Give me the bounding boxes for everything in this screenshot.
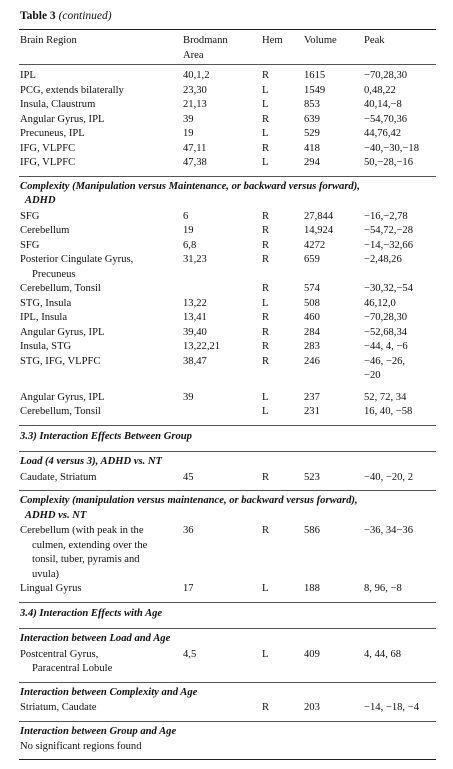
cell-peak: −70,28,30: [364, 312, 408, 323]
cell-hem: L: [262, 406, 269, 417]
cell-hem: R: [262, 702, 270, 713]
cell-peak: 8, 96, −8: [364, 583, 402, 594]
cell-peak: −40,−30,−18: [364, 142, 420, 154]
cell-region: Insula, Claustrum: [20, 99, 96, 110]
cell-volume: 529: [304, 128, 320, 139]
col-header-brodmann-2: Area: [183, 49, 204, 61]
cell-region-cont: culmen, extending over the: [32, 539, 148, 551]
cell-region: Cerebellum: [20, 225, 70, 236]
cell-peak-cont: −20: [364, 370, 381, 381]
cell-brodmann: 40,1,2: [183, 70, 210, 81]
section-rule: [19, 490, 436, 491]
cell-volume: 586: [304, 525, 320, 536]
cell-hem: R: [262, 70, 270, 81]
cell-hem: R: [262, 471, 270, 483]
cell-brodmann: 47,11: [183, 142, 207, 154]
cell-brodmann: 13,41: [183, 312, 207, 323]
cell-region-cont: uvula): [32, 568, 60, 580]
bottom-rule: [19, 759, 436, 760]
cell-region: IFG, VLPFC: [20, 157, 76, 168]
cell-region-cont: Paracentral Lobule: [32, 663, 113, 674]
cell-peak: 40,14,−8: [364, 99, 402, 110]
cell-region: Cerebellum, Tonsil: [20, 406, 101, 417]
cell-brodmann: 47,38: [183, 157, 207, 168]
cell-region: IFG, VLPFC: [20, 142, 76, 154]
cell-brodmann: 19: [183, 128, 194, 139]
cell-volume: 409: [304, 648, 320, 660]
cell-volume: 231: [304, 406, 320, 417]
cell-volume: 14,924: [304, 225, 334, 236]
section-rule: [19, 628, 436, 629]
cell-region: Lingual Gyrus: [20, 583, 82, 594]
cell-hem: R: [262, 254, 270, 265]
cell-brodmann: 13,22,21: [183, 341, 221, 352]
subsection-heading: Interaction between Group and Age: [20, 725, 177, 737]
subsection-heading: Interaction between Load and Age: [20, 633, 171, 644]
cell-hem: R: [262, 225, 270, 236]
cell-volume: 460: [304, 312, 320, 323]
cell-region: Postcentral Gyrus,: [20, 648, 99, 660]
cell-volume: 639: [304, 113, 320, 125]
cell-brodmann: 4,5: [183, 648, 197, 660]
section-rule: [19, 682, 436, 683]
cell-region: IPL, Insula: [20, 312, 68, 323]
cell-region: Angular Gyrus, IPL: [20, 326, 105, 338]
cell-brodmann: 23,30: [183, 84, 207, 96]
cell-region: Posterior Cingulate Gyrus,: [20, 254, 134, 265]
cell-brodmann: 38,47: [183, 355, 207, 367]
section-rule: [19, 602, 436, 603]
cell-peak: 50,−28,−16: [364, 157, 414, 168]
cell-peak: −16,−2,78: [364, 210, 408, 222]
col-header-region: Brain Region: [20, 35, 77, 46]
cell-hem: L: [262, 583, 269, 594]
cell-brodmann: 39: [183, 391, 194, 403]
cell-peak: −30,32,−54: [364, 283, 414, 294]
cell-hem: L: [262, 297, 269, 309]
cell-peak: −46, −26,: [364, 355, 406, 367]
cell-hem: L: [262, 99, 269, 110]
col-header-peak: Peak: [364, 35, 385, 46]
section-rule: [19, 425, 436, 426]
cell-region: Striatum, Caudate: [20, 702, 97, 713]
cell-hem: R: [262, 283, 270, 294]
cell-peak: 16, 40, −58: [364, 406, 413, 417]
cell-peak: −44, 4, −6: [364, 341, 408, 352]
subsection-heading: Complexity (manipulation versus maintenance, or backward versus forward),: [20, 495, 358, 506]
cell-volume: 294: [304, 157, 320, 168]
cell-peak: −2,48,26: [364, 254, 402, 265]
cell-region: STG, Insula: [20, 297, 72, 309]
cell-region: STG, IFG, VLPFC: [20, 355, 101, 367]
cell-volume: 188: [304, 583, 320, 594]
cell-volume: 574: [304, 283, 320, 294]
section-rule: [19, 451, 436, 452]
section-rule: [19, 721, 436, 722]
cell-peak: −14,−32,66: [364, 239, 414, 251]
cell-volume: 283: [304, 341, 320, 352]
cell-peak: −14, −18, −4: [364, 702, 420, 713]
cell-volume: 203: [304, 702, 320, 713]
cell-region-cont: Precuneus: [32, 268, 76, 280]
cell-volume: 237: [304, 391, 320, 403]
section-rule: [19, 176, 436, 177]
cell-volume: 418: [304, 142, 320, 154]
cell-hem: L: [262, 391, 269, 403]
cell-hem: R: [262, 355, 270, 367]
cell-peak: 0,48,22: [364, 84, 396, 96]
cell-region: SFG: [20, 239, 40, 251]
cell-volume: 27,844: [304, 210, 334, 222]
cell-region: Precuneus, IPL: [20, 128, 85, 139]
cell-region: Cerebellum, Tonsil: [20, 283, 101, 294]
cell-hem: R: [262, 341, 270, 352]
subsection-heading: Complexity (Manipulation versus Maintenance, or backward versus forward),: [20, 180, 360, 192]
cell-peak: −54,70,36: [364, 113, 408, 125]
cell-peak: −36, 34−36: [364, 525, 414, 536]
cell-hem: R: [262, 239, 270, 251]
cell-hem: R: [262, 210, 270, 222]
cell-brodmann: 21,13: [183, 99, 207, 110]
cell-hem: R: [262, 142, 270, 154]
cell-region: SFG: [20, 210, 40, 222]
header-rule: [19, 64, 436, 65]
col-header-brodmann: Brodmann: [183, 35, 228, 46]
cell-region: Angular Gyrus, IPL: [20, 391, 105, 403]
cell-region: Angular Gyrus, IPL: [20, 113, 105, 125]
table-caption: [20, 9, 112, 24]
cell-hem: L: [262, 128, 269, 139]
cell-region-cont: tonsil, tuber, pyramis and: [32, 554, 140, 565]
cell-volume: 523: [304, 471, 320, 483]
cell-hem: L: [262, 648, 269, 660]
cell-hem: L: [262, 157, 269, 168]
cell-peak: 44,76,42: [364, 128, 402, 139]
cell-hem: L: [262, 84, 269, 96]
cell-brodmann: 6,8: [183, 239, 197, 251]
cell-brodmann: 17: [183, 583, 194, 594]
cell-peak: 4, 44, 68: [364, 648, 402, 660]
cell-volume: 4272: [304, 239, 326, 251]
table-continued: (continued): [58, 10, 112, 22]
cell-region: Caudate, Striatum: [20, 471, 97, 483]
cell-brodmann: 39,40: [183, 326, 207, 338]
cell-brodmann: 36: [183, 525, 194, 536]
cell-region: IPL: [20, 70, 36, 81]
cell-volume: 1615: [304, 70, 326, 81]
cell-hem: R: [262, 326, 270, 338]
cell-brodmann: 31,23: [183, 254, 207, 265]
col-header-volume: Volume: [304, 35, 337, 46]
subsection-heading: Load (4 versus 3), ADHD vs. NT: [20, 456, 163, 467]
cell-hem: R: [262, 525, 270, 536]
cell-brodmann: 6: [183, 210, 189, 222]
cell-peak: −52,68,34: [364, 326, 408, 338]
cell-peak: −40, −20, 2: [364, 471, 414, 483]
section-heading: 3.4) Interaction Effects with Age: [20, 607, 163, 619]
section-heading: 3.3) Interaction Effects Between Group: [20, 430, 192, 442]
cell-peak: 46,12,0: [364, 297, 396, 309]
cell-volume: 659: [304, 254, 320, 265]
cell-peak: −54,72,−28: [364, 225, 414, 236]
cell-brodmann: 45: [183, 471, 194, 483]
table-number: Table 3: [20, 10, 59, 22]
cell-hem: R: [262, 312, 270, 323]
cell-hem: R: [262, 113, 270, 125]
cell-region: Cerebellum (with peak in the: [20, 525, 144, 536]
top-rule: [19, 29, 436, 30]
cell-volume: 246: [304, 355, 320, 367]
cell-brodmann: 39: [183, 113, 194, 125]
cell-volume: 508: [304, 297, 320, 309]
cell-volume: 1549: [304, 84, 326, 96]
cell-region: PCG, extends bilaterally: [20, 84, 124, 96]
cell-region: Insula, STG: [20, 341, 72, 352]
cell-peak: −70,28,30: [364, 70, 408, 81]
cell-brodmann: 13,22: [183, 297, 207, 309]
plain-note: No significant regions found: [20, 741, 142, 752]
cell-volume: 853: [304, 99, 320, 110]
col-header-hem: Hem: [262, 35, 283, 46]
cell-peak: 52, 72, 34: [364, 391, 407, 403]
cell-volume: 284: [304, 326, 320, 338]
cell-brodmann: 19: [183, 225, 194, 236]
subsection-heading: Interaction between Complexity and Age: [20, 686, 198, 698]
subsection-heading: ADHD vs. NT: [20, 509, 87, 521]
subsection-heading: ADHD: [20, 195, 56, 206]
